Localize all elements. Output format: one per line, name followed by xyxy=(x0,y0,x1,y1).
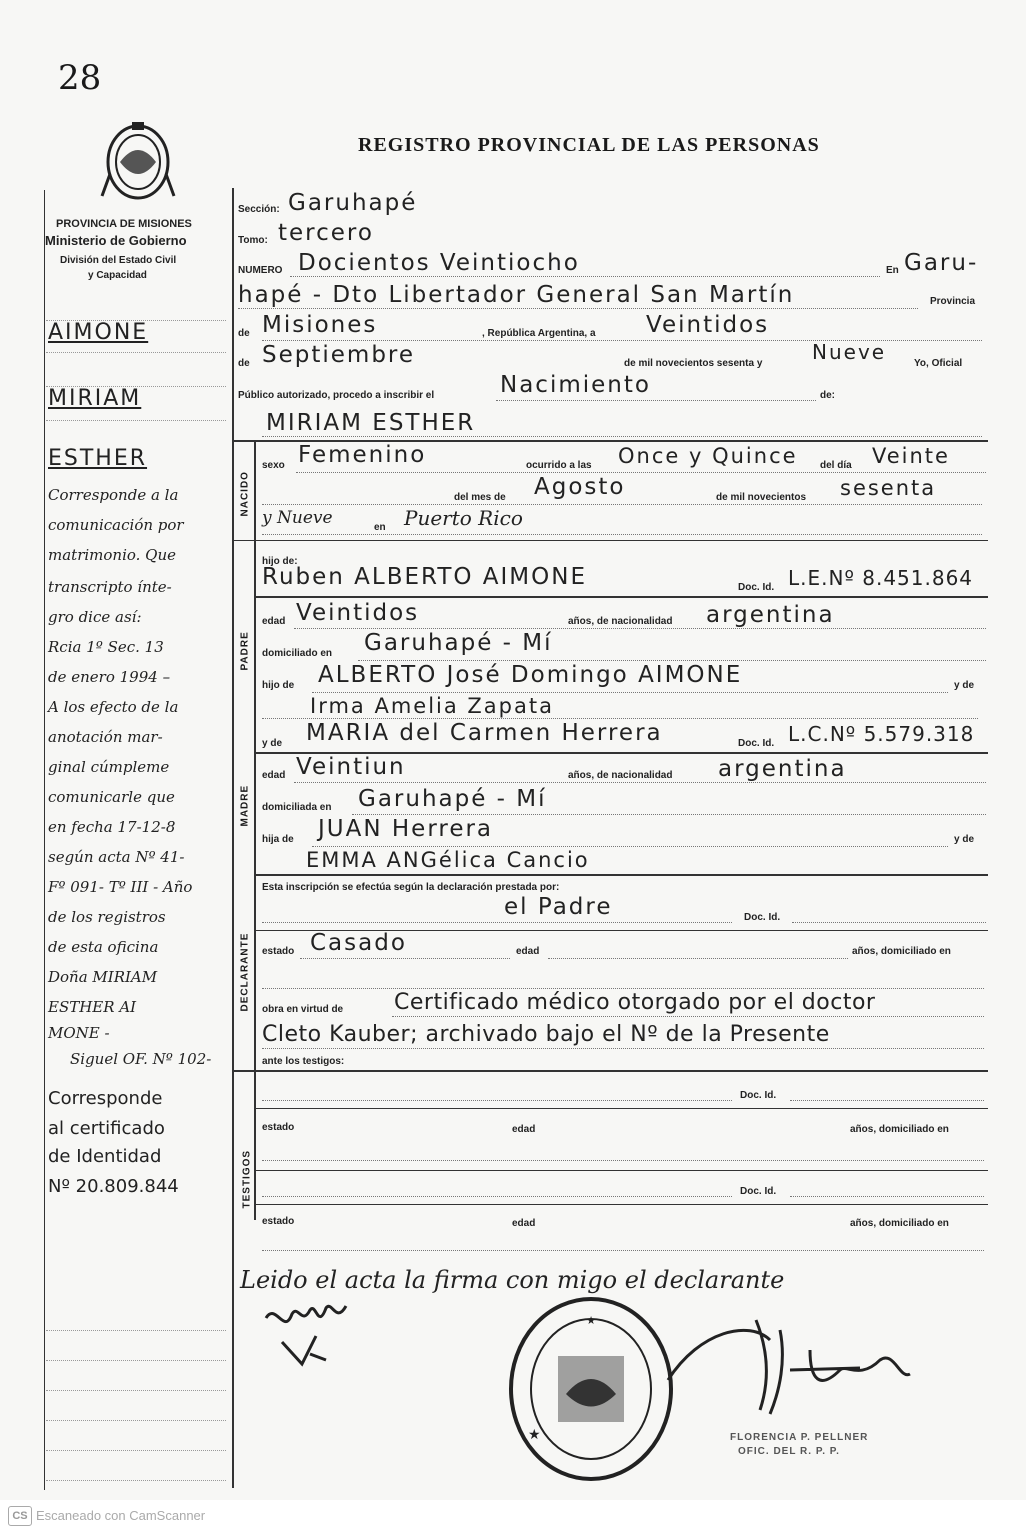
field-padre-dom: Garuhapé - Mí xyxy=(364,630,553,656)
field-seccion: Garuhapé xyxy=(288,190,418,216)
label-estado: estado xyxy=(262,1122,295,1133)
field-dia: Veinte xyxy=(872,444,950,468)
label-de: de xyxy=(238,328,250,339)
field-anio-nac-a: sesenta xyxy=(840,476,937,500)
dotted-rule xyxy=(262,718,978,719)
margin-note-line: A los efecto de la xyxy=(48,698,179,716)
dotted-rule xyxy=(262,1048,984,1049)
dotted-rule xyxy=(294,782,986,783)
margin-rule xyxy=(46,420,226,421)
dotted-rule xyxy=(792,922,986,923)
main-left-border xyxy=(232,188,234,1488)
label-republica: , República Argentina, a xyxy=(482,328,596,339)
field-declarante: el Padre xyxy=(504,894,613,920)
margin-cert-line: Nº 20.809.844 xyxy=(48,1176,179,1197)
section-label-padre: PADRE xyxy=(239,631,251,671)
label-obra: obra en virtud de xyxy=(262,1004,344,1015)
official-stamp-line2: OFIC. DEL R. P. P. xyxy=(738,1446,840,1457)
page-number: 28 xyxy=(58,58,102,98)
margin-note-line: Corresponde a la xyxy=(48,486,179,504)
dotted-rule xyxy=(312,846,948,847)
label-en: En xyxy=(886,265,899,276)
label-doc-id: Doc. Id. xyxy=(740,1090,777,1101)
field-nombre: MIRIAM ESTHER xyxy=(266,410,476,436)
margin-note-line: gro dice así: xyxy=(48,608,142,626)
section-label-testigos: TESTIGOS xyxy=(241,1149,253,1209)
label-seccion: Sección: xyxy=(238,204,280,215)
label-hija: hija de xyxy=(262,834,294,845)
dotted-rule xyxy=(496,400,816,401)
label-hijo: hijo de xyxy=(262,680,295,691)
margin-rule xyxy=(46,1390,226,1391)
margin-note-line: Siguel OF. Nº 102- xyxy=(70,1050,212,1068)
dotted-rule xyxy=(262,1196,732,1197)
label-edad: edad xyxy=(512,1124,536,1135)
margin-note-line: transcripto ínte- xyxy=(48,578,172,596)
section-border xyxy=(254,440,256,1220)
dotted-rule xyxy=(262,1250,984,1251)
label-sexo: sexo xyxy=(262,460,285,471)
label-estado: estado xyxy=(262,1216,295,1227)
margin-note-line: ginal cúmpleme xyxy=(48,758,170,776)
label-hijo-de-colon: hijo de: xyxy=(262,556,298,567)
coat-of-arms-icon xyxy=(98,116,178,206)
label-de: de xyxy=(238,358,250,369)
field-mes: Septiembre xyxy=(262,342,416,368)
label-tomo: Tomo: xyxy=(238,235,268,246)
margin-note-line: Doña MIRIAM xyxy=(48,968,158,986)
field-sexo: Femenino xyxy=(298,442,427,468)
field-padre-y-de: Irma Amelia Zapata xyxy=(310,694,554,718)
field-madre-hija-de: JUAN Herrera xyxy=(318,816,494,842)
margin-note-line: según acta Nº 41- xyxy=(48,848,185,866)
dotted-rule xyxy=(392,1016,984,1017)
label-ante: ante los testigos: xyxy=(262,1056,345,1067)
section-divider xyxy=(254,874,988,876)
field-estado-civil: Casado xyxy=(310,930,407,956)
dotted-rule xyxy=(262,1100,732,1101)
official-stamp-line1: FLORENCIA P. PELLNER xyxy=(730,1432,869,1443)
margin-note-line: anotación mar- xyxy=(48,728,163,746)
label-del-mes: del mes de xyxy=(454,492,506,503)
margin-note-line: comunicarle que xyxy=(48,788,175,806)
field-madre-edad: Veintiun xyxy=(296,754,406,780)
margin-rule xyxy=(46,352,226,353)
dotted-rule xyxy=(262,534,982,535)
label-de-mil-nov: de mil novecientos xyxy=(716,492,807,503)
label-doc-id: Doc. Id. xyxy=(738,582,775,593)
field-en: Garu- xyxy=(904,250,979,276)
margin-note-line: ESTHER AI xyxy=(48,998,137,1016)
field-padre-hijo-de: ALBERTO José Domingo AIMONE xyxy=(318,662,743,688)
margin-cert-line: al certificado xyxy=(48,1118,165,1139)
section-label-declarante: DECLARANTE xyxy=(239,932,251,1012)
label-doc-id: Doc. Id. xyxy=(744,912,781,923)
field-fecha-dia: Veintidos xyxy=(646,312,770,338)
dotted-rule xyxy=(290,276,880,277)
label-anos-dom: años, domiciliado en xyxy=(852,946,951,957)
field-padre-nac: argentina xyxy=(706,602,835,628)
margin-note-line: Fº 091- Tº III - Año xyxy=(48,878,193,896)
label-de-mil: de mil novecientos sesenta y xyxy=(624,358,763,369)
section-label-nacido: NACIDO xyxy=(239,471,251,517)
margin-name1: MIRIAM xyxy=(48,386,142,411)
label-yo-oficial: Yo, Oficial xyxy=(914,358,963,369)
margin-note-line: de los registros xyxy=(48,908,166,926)
label-inscripcion: Esta inscripción se efectúa según la declaración prestada por: xyxy=(262,882,560,893)
label-doc-id: Doc. Id. xyxy=(738,738,775,749)
label-domiciliado: domiciliado en xyxy=(262,648,333,659)
dotted-rule xyxy=(300,958,510,959)
label-anos-nac: años, de nacionalidad xyxy=(568,616,673,627)
margin-note-line: comunicación por xyxy=(48,516,184,534)
section-label-madre: MADRE xyxy=(239,784,251,827)
dotted-rule xyxy=(358,660,986,661)
dotted-rule xyxy=(790,1196,984,1197)
margin-rule xyxy=(46,1360,226,1361)
camscanner-text: Escaneado con CamScanner xyxy=(36,1508,206,1523)
dotted-rule xyxy=(262,504,982,505)
label-edad: edad xyxy=(262,616,286,627)
field-padre-nombre: Ruben ALBERTO AIMONE xyxy=(262,564,587,590)
label-publico: Público autorizado, procedo a inscribir el xyxy=(238,390,435,401)
org-line1: PROVINCIA DE MISIONES xyxy=(56,218,192,230)
section-divider xyxy=(254,1170,988,1171)
section-divider xyxy=(254,596,988,598)
label-y-de: y de xyxy=(954,680,975,691)
org-line4: y Capacidad xyxy=(88,270,147,281)
margin-name2: ESTHER xyxy=(48,446,148,471)
field-hora: Once y Quince xyxy=(618,444,798,468)
section-divider xyxy=(232,540,988,541)
dotted-rule xyxy=(262,1160,984,1161)
margin-rule xyxy=(46,1480,226,1481)
label-y-de2: y de xyxy=(262,738,283,749)
field-mes-nac: Agosto xyxy=(534,474,626,500)
field-madre-nac: argentina xyxy=(718,756,847,782)
field-madre-y-de: EMMA ANGélica Cancio xyxy=(306,848,590,872)
field-provincia: Misiones xyxy=(262,312,378,338)
label-en-small: en xyxy=(374,522,386,533)
field-numero: Docientos Veintiocho xyxy=(298,250,580,276)
field-padre-doc: L.E.Nº 8.451.864 xyxy=(788,566,974,590)
field-madre-nombre: MARIA del Carmen Herrera xyxy=(306,720,663,746)
dotted-rule xyxy=(262,922,732,923)
dotted-rule xyxy=(790,1100,984,1101)
margin-cert-line: de Identidad xyxy=(48,1146,162,1167)
label-del-dia: del día xyxy=(820,460,852,471)
margin-surname: AIMONE xyxy=(48,320,149,345)
margin-cert-line: Corresponde xyxy=(48,1088,163,1109)
org-line2: Ministerio de Gobierno xyxy=(45,233,187,248)
field-madre-dom: Garuhapé - Mí xyxy=(358,786,547,812)
field-anio: Nueve xyxy=(812,340,887,364)
section-divider xyxy=(254,1204,988,1205)
margin-rule xyxy=(46,1450,226,1451)
declarant-signature xyxy=(262,1296,372,1370)
official-signature xyxy=(660,1310,920,1430)
dotted-rule xyxy=(238,308,918,309)
left-margin-border xyxy=(44,190,45,1490)
field-padre-edad: Veintidos xyxy=(296,600,420,626)
label-estado: estado xyxy=(262,946,295,957)
section-divider xyxy=(232,1070,988,1072)
label-provincia: Provincia xyxy=(930,296,976,307)
margin-note-line: Rcia 1º Sec. 13 xyxy=(48,638,164,656)
label-numero: NUMERO xyxy=(238,265,283,276)
label-ocurrido: ocurrido a las xyxy=(526,460,592,471)
field-acto: Nacimiento xyxy=(500,372,651,398)
margin-note-line: de enero 1994 – xyxy=(48,668,171,686)
dotted-rule xyxy=(262,988,984,989)
field-tomo: tercero xyxy=(278,220,374,246)
field-obra-1: Certificado médico otorgado por el doctor xyxy=(394,990,876,1015)
margin-note-line: MONE - xyxy=(48,1024,110,1042)
margin-note-line: en fecha 17-12-8 xyxy=(48,818,176,836)
section-divider xyxy=(254,1108,988,1109)
dotted-rule xyxy=(548,958,848,959)
header-title: REGISTRO PROVINCIAL DE LAS PERSONAS xyxy=(358,134,820,156)
dotted-rule xyxy=(352,814,986,815)
label-anos-dom: años, domiciliado en xyxy=(850,1124,949,1135)
label-edad: edad xyxy=(516,946,540,957)
org-line3: División del Estado Civil xyxy=(60,255,177,266)
label-anos-nac: años, de nacionalidad xyxy=(568,770,673,781)
margin-rule xyxy=(46,1420,226,1421)
dotted-rule xyxy=(312,692,948,693)
registry-seal xyxy=(506,1294,676,1484)
margin-note-line: de esta oficina xyxy=(48,938,159,956)
field-lugar: hapé - Dto Libertador General San Martín xyxy=(238,282,795,308)
field-anio-nac-b: y Nueve xyxy=(262,508,333,528)
camscanner-badge: CS xyxy=(8,1506,32,1526)
label-domiciliada: domiciliada en xyxy=(262,802,332,813)
field-lugar-nac: Puerto Rico xyxy=(404,506,523,530)
svg-text:★: ★ xyxy=(528,1426,541,1442)
label-edad: edad xyxy=(512,1218,536,1229)
field-obra-2: Cleto Kauber; archivado bajo el Nº de la Presente xyxy=(262,1022,830,1047)
label-doc-id: Doc. Id. xyxy=(740,1186,777,1197)
field-madre-doc: L.C.Nº 5.579.318 xyxy=(788,722,975,746)
dotted-rule xyxy=(294,628,986,629)
label-de-colon: de: xyxy=(820,390,835,401)
label-edad: edad xyxy=(262,770,286,781)
label-anos-dom: años, domiciliado en xyxy=(850,1218,949,1229)
dotted-rule xyxy=(296,472,986,473)
margin-rule xyxy=(46,1330,226,1331)
margin-note-line: matrimonio. Que xyxy=(48,546,177,564)
label-y-de: y de xyxy=(954,834,975,845)
field-leido: Leido el acta la firma con migo el declarante xyxy=(240,1266,785,1294)
svg-text:★: ★ xyxy=(586,1315,596,1327)
dotted-rule xyxy=(262,436,982,437)
